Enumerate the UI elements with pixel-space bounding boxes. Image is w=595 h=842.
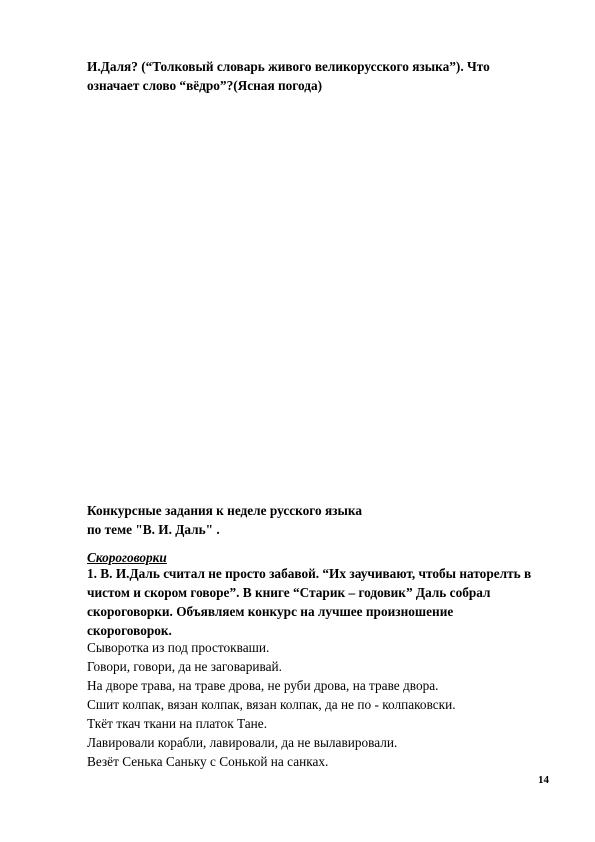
section-subtitle: по теме "В. И. Даль" . [87,522,220,537]
tongue-twister-item: Сыворотка из под простокваши. [87,640,270,655]
section-title: Конкурсные задания к неделе русского языка [87,503,362,518]
top-text-line-1: И.Даля? (“Толковый словарь живого великорусского языка”). Что [87,59,490,74]
tongue-twister-item: Везёт Сенька Саньку с Сонькой на санках. [87,754,329,769]
task-line-2: чистом и скором говоре”. В книге “Старик – годовик” Даль собрал [87,585,491,600]
tongue-twister-item: Говори, говори, да не заговаривай. [87,659,282,674]
task-line-3: скороговорки. Объявляем конкурс на лучшее произношение [87,604,454,619]
tongue-twister-item: Лавировали корабли, лавировали, да не вылавировали. [87,735,398,750]
tongue-twister-item: Сшит колпак, вязан колпак, вязан колпак, да не по - колпаковски. [87,697,456,712]
tongue-twister-item: На дворе трава, на траве дрова, не руби дрова, на траве двора. [87,678,439,693]
tongue-twisters-heading: Скороговорки [87,550,167,565]
top-text-line-2: означает слово “вёдро”?(Ясная погода) [87,78,323,93]
task-line-1: 1. В. И.Даль считал не просто забавой. “Их заучивают, чтобы наторелть в [87,566,532,581]
tongue-twister-item: Ткёт ткач ткани на платок Тане. [87,716,268,731]
task-line-4: скороговорок. [87,623,172,638]
page-number: 14 [538,774,549,786]
